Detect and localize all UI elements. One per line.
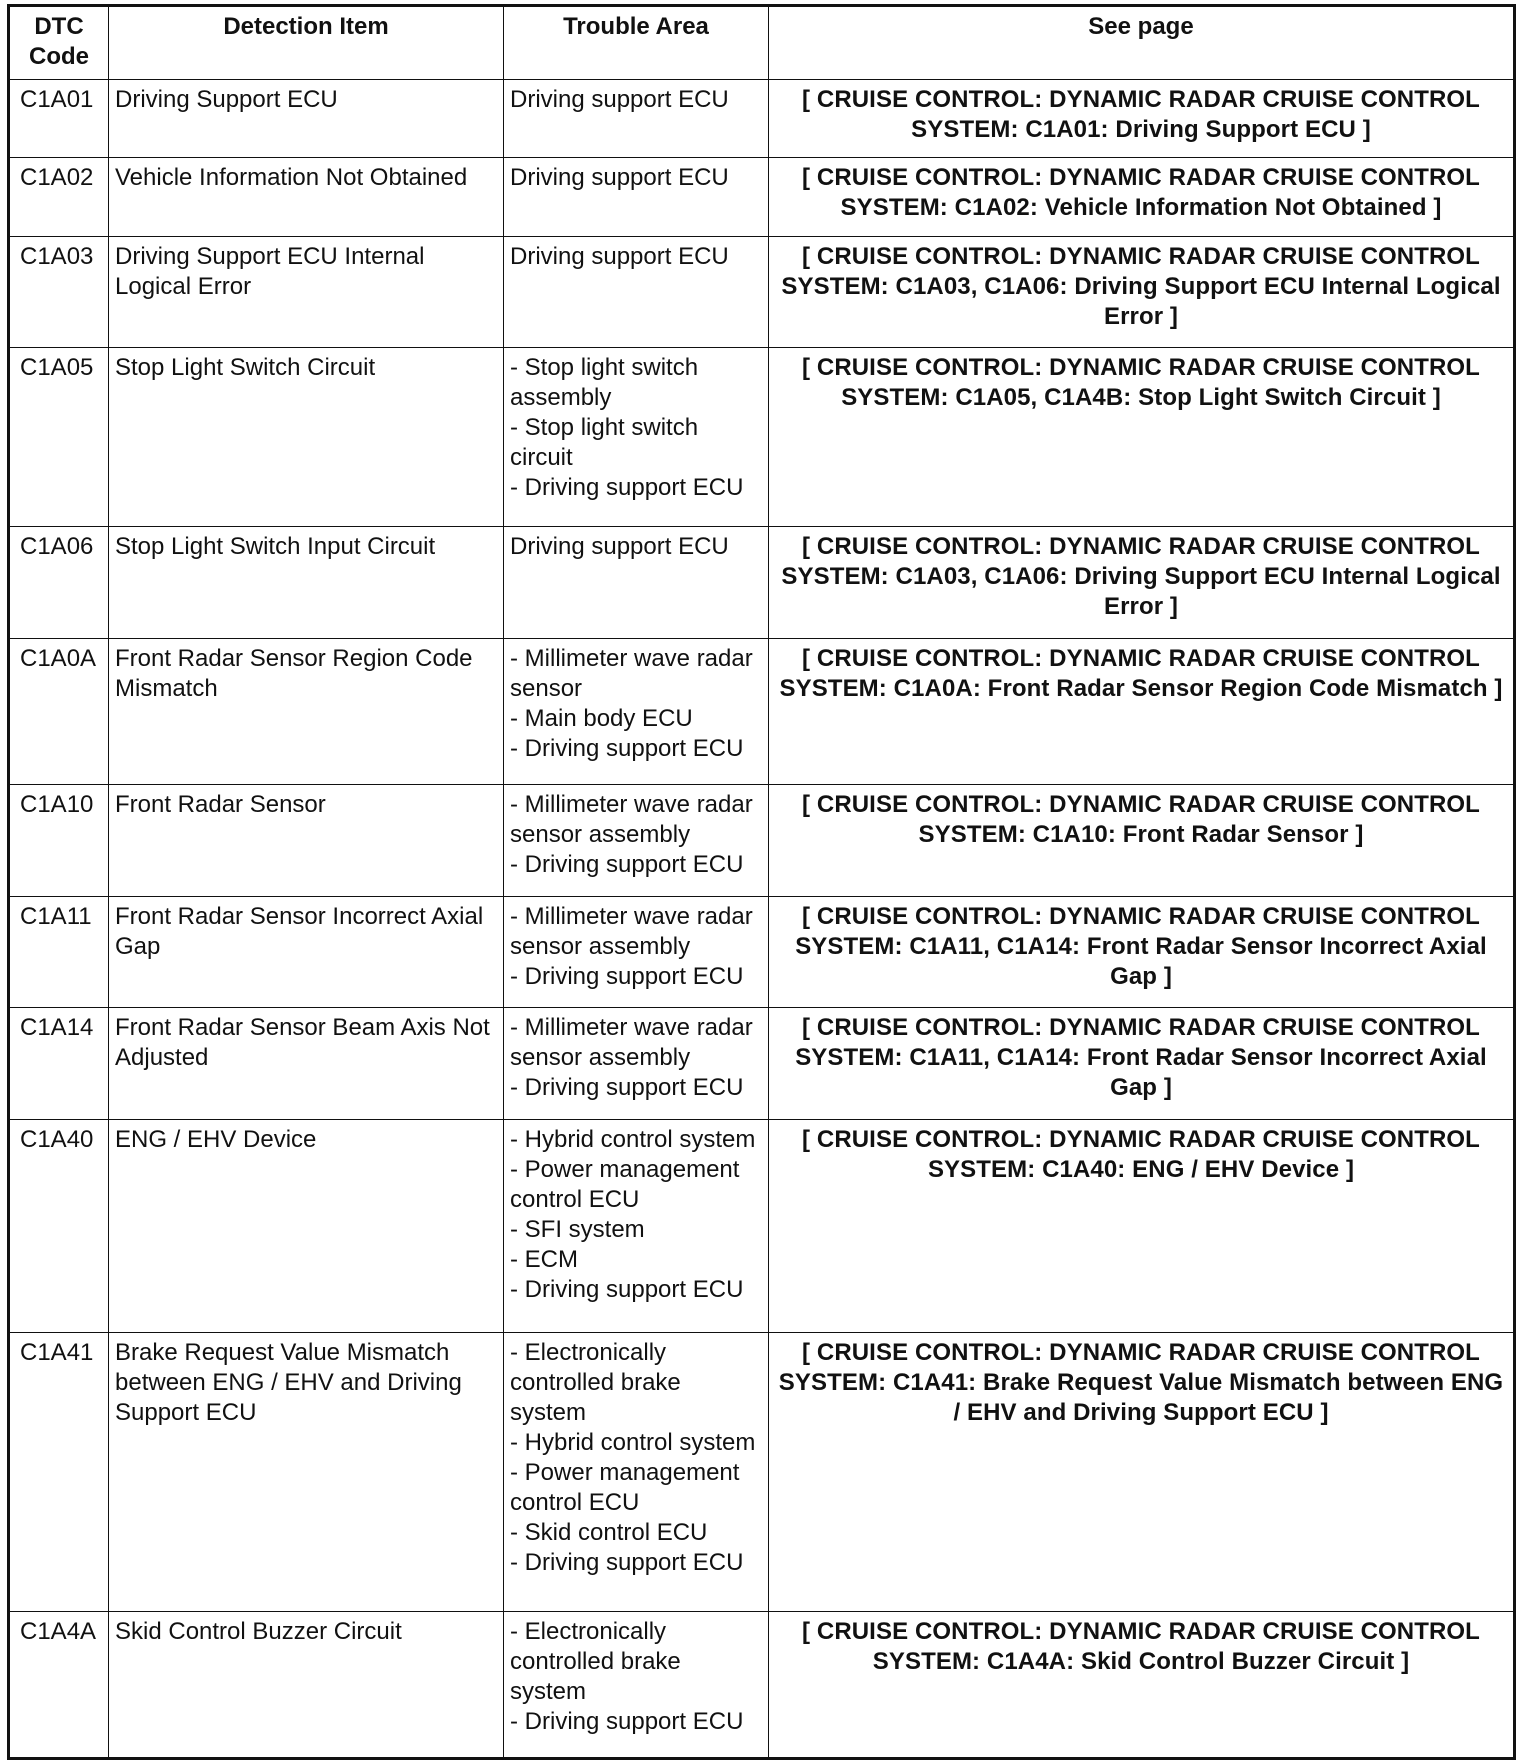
detection-item-cell: Front Radar Sensor Region Code Mismatch [109,639,504,784]
see-page-link[interactable]: [ CRUISE CONTROL: DYNAMIC RADAR CRUISE CONTROL SYSTEM: C1A41: Brake Request Value Mismatch between ENG / EHV and Driving Support ECU ] [769,1332,1515,1612]
detection-item-cell: Driving Support ECU Internal Logical Error [109,236,504,348]
dtc-code-cell: C1A0A [9,639,109,784]
see-page-link[interactable]: [ CRUISE CONTROL: DYNAMIC RADAR CRUISE CONTROL SYSTEM: C1A02: Vehicle Information Not Obtained ] [769,158,1515,236]
trouble-area-item: - Driving support ECU [510,1276,744,1304]
trouble-area-item: Driving support ECU [510,86,729,113]
table-row [9,527,1515,639]
see-page-link[interactable]: [ CRUISE CONTROL: DYNAMIC RADAR CRUISE CONTROL SYSTEM: C1A11, C1A14: Front Radar Sensor Incorrect Axial Gap ] [769,896,1515,1008]
trouble-area-cell [504,1612,769,1759]
table-row [9,236,1515,348]
trouble-area-item: - Electronically controlled brake system [510,1338,681,1426]
detection-item-cell: Front Radar Sensor Beam Axis Not Adjusted [109,1008,504,1120]
dtc-code-cell: C1A41 [9,1332,109,1612]
trouble-area-item: - Driving support ECU [510,1548,744,1576]
detection-item-cell: Front Radar Sensor [109,784,504,896]
dtc-code-cell: C1A06 [9,527,109,639]
dtc-code-cell: C1A11 [9,896,109,1008]
see-page-link[interactable]: [ CRUISE CONTROL: DYNAMIC RADAR CRUISE CONTROL SYSTEM: C1A40: ENG / EHV Device ] [769,1120,1515,1333]
trouble-area-item: - Driving support ECU [510,850,744,878]
header-dtc-code-line1: DTC [34,13,84,40]
detection-item-cell: ENG / EHV Device [109,1120,504,1333]
trouble-area-cell [504,1332,769,1612]
see-page-link[interactable]: [ CRUISE CONTROL: DYNAMIC RADAR CRUISE CONTROL SYSTEM: C1A05, C1A4B: Stop Light Switch Circuit ] [769,348,1515,527]
trouble-area-item: - Power management control ECU [510,1458,740,1516]
see-page-link[interactable]: [ CRUISE CONTROL: DYNAMIC RADAR CRUISE CONTROL SYSTEM: C1A10: Front Radar Sensor ] [769,784,1515,896]
detection-item-cell: Brake Request Value Mismatch between ENG / EHV and Driving Support ECU [109,1332,504,1612]
trouble-area-item: - Stop light switch assembly [510,354,699,412]
trouble-area-cell [504,158,769,236]
trouble-area-item: Driving support ECU [510,533,729,561]
dtc-code-cell: C1A10 [9,784,109,896]
trouble-area-item: - SFI system [510,1216,645,1244]
header-detection-item: Detection Item [109,6,504,80]
dtc-table-document [7,4,1513,1760]
detection-item-cell: Vehicle Information Not Obtained [109,158,504,236]
dtc-code-cell: C1A01 [9,80,109,158]
trouble-area-item: - Stop light switch circuit [510,414,699,472]
detection-item-cell: Front Radar Sensor Incorrect Axial Gap [109,896,504,1008]
see-page-link[interactable]: [ CRUISE CONTROL: DYNAMIC RADAR CRUISE CONTROL SYSTEM: C1A11, C1A14: Front Radar Sensor Incorrect Axial Gap ] [769,1008,1515,1120]
dtc-code-cell: C1A02 [9,158,109,236]
trouble-area-item: - Millimeter wave radar sensor [510,645,753,703]
trouble-area-cell [504,784,769,896]
trouble-area-item: - Driving support ECU [510,1074,744,1102]
dtc-code-cell: C1A14 [9,1008,109,1120]
trouble-area-item: - Hybrid control system [510,1126,756,1154]
trouble-area-item: - Main body ECU [510,705,693,733]
table-row [9,896,1515,1008]
dtc-table [7,4,1516,1760]
table-row [9,1332,1515,1612]
trouble-area-cell [504,527,769,639]
dtc-code-cell: C1A05 [9,348,109,527]
header-dtc-code [9,6,109,80]
detection-item-cell: Driving Support ECU [109,80,504,158]
dtc-code-cell: C1A03 [9,236,109,348]
trouble-area-item: - Power management control ECU [510,1156,740,1214]
trouble-area-cell [504,639,769,784]
table-header [9,6,1515,80]
trouble-area-item: - Millimeter wave radar sensor assembly [510,790,753,848]
table-row [9,784,1515,896]
table-row [9,158,1515,236]
trouble-area-cell [504,348,769,527]
trouble-area-item: - Electronically controlled brake system [510,1618,681,1706]
trouble-area-item: - Driving support ECU [510,962,744,990]
table-row [9,348,1515,527]
trouble-area-item: Driving support ECU [510,242,729,270]
see-page-link[interactable]: [ CRUISE CONTROL: DYNAMIC RADAR CRUISE CONTROL SYSTEM: C1A0A: Front Radar Sensor Region Code Mismatch ] [769,639,1515,784]
see-page-link[interactable]: [ CRUISE CONTROL: DYNAMIC RADAR CRUISE CONTROL SYSTEM: C1A03, C1A06: Driving Support ECU Internal Logical Error ] [769,527,1515,639]
trouble-area-item: - Driving support ECU [510,735,744,763]
trouble-area-item: - Millimeter wave radar sensor assembly [510,1014,753,1072]
header-trouble-area: Trouble Area [504,6,769,80]
detection-item-cell: Stop Light Switch Input Circuit [109,527,504,639]
trouble-area-item: Driving support ECU [510,164,729,192]
table-row [9,1008,1515,1120]
table-body [9,80,1515,1759]
detection-item-cell: Skid Control Buzzer Circuit [109,1612,504,1759]
trouble-area-cell [504,896,769,1008]
trouble-area-cell [504,80,769,158]
see-page-link[interactable]: [ CRUISE CONTROL: DYNAMIC RADAR CRUISE CONTROL SYSTEM: C1A4A: Skid Control Buzzer Circuit ] [769,1612,1515,1759]
header-row [9,6,1515,80]
see-page-link[interactable]: [ CRUISE CONTROL: DYNAMIC RADAR CRUISE CONTROL SYSTEM: C1A03, C1A06: Driving Support ECU Internal Logical Error ] [769,236,1515,348]
dtc-code-cell: C1A4A [9,1612,109,1759]
trouble-area-item: - Millimeter wave radar sensor assembly [510,902,753,960]
table-row [9,639,1515,784]
trouble-area-item: - Driving support ECU [510,1708,744,1736]
table-row [9,1612,1515,1759]
trouble-area-item: - ECM [510,1246,578,1274]
trouble-area-item: - Driving support ECU [510,474,744,502]
see-page-link[interactable]: [ CRUISE CONTROL: DYNAMIC RADAR CRUISE CONTROL SYSTEM: C1A01: Driving Support ECU ] [769,80,1515,158]
trouble-area-item: - Skid control ECU [510,1518,708,1546]
trouble-area-item: - Hybrid control system [510,1428,756,1456]
detection-item-cell: Stop Light Switch Circuit [109,348,504,527]
dtc-code-cell: C1A40 [9,1120,109,1333]
table-row [9,80,1515,158]
header-see-page: See page [769,6,1515,80]
trouble-area-cell [504,1008,769,1120]
trouble-area-cell [504,236,769,348]
header-dtc-code-line2: Code [29,43,89,70]
table-row [9,1120,1515,1333]
trouble-area-cell [504,1120,769,1333]
